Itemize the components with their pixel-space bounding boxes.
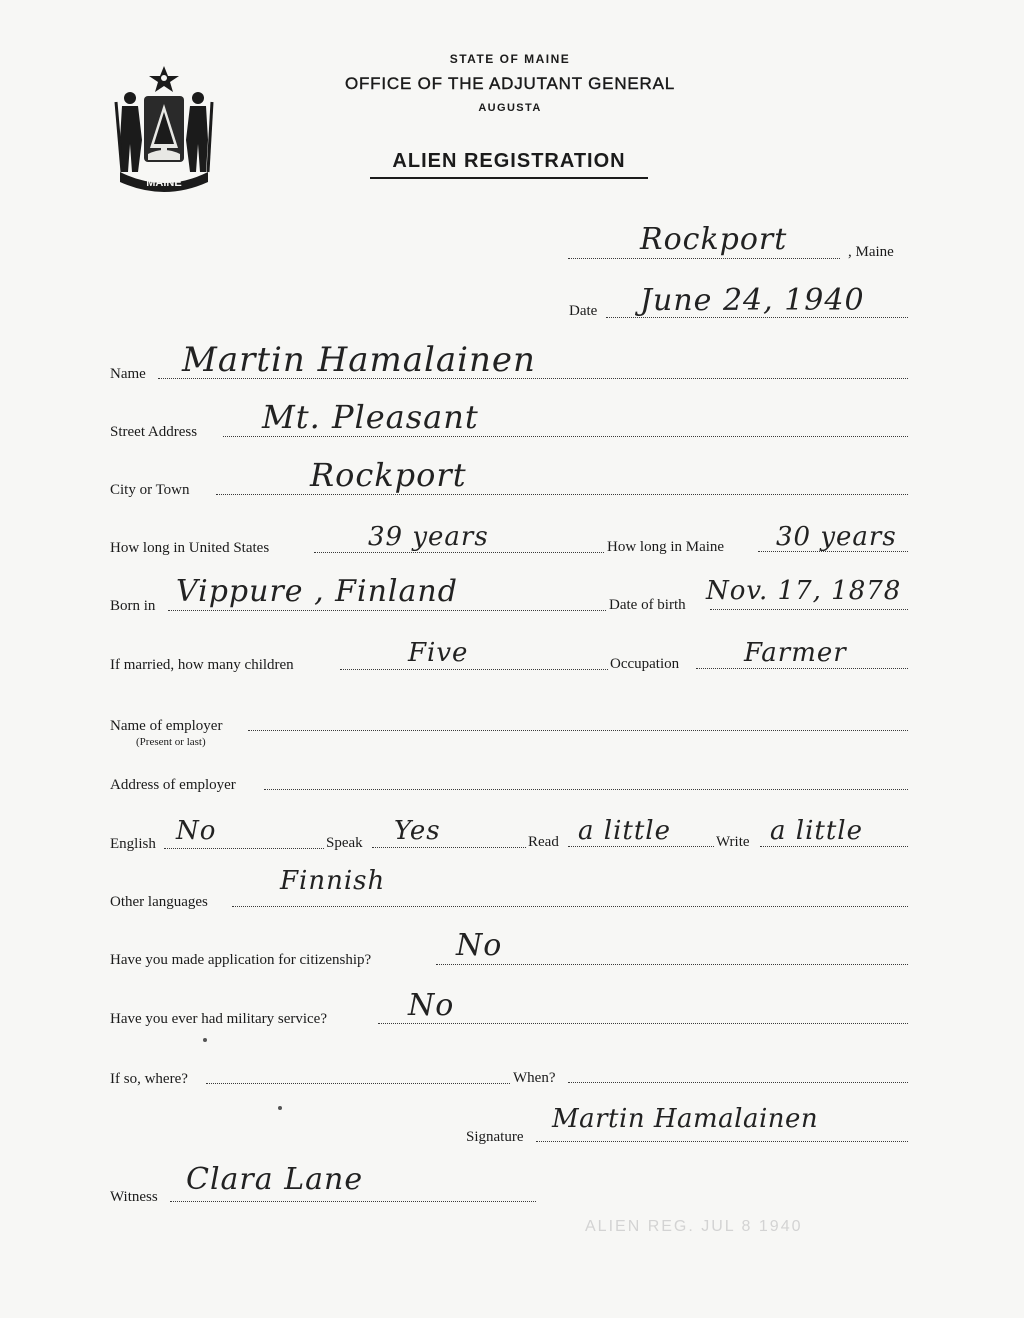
born-label: Born in: [110, 598, 156, 614]
street-line: [223, 436, 908, 437]
children-line: [340, 669, 608, 670]
occupation-value: Farmer: [744, 638, 847, 668]
citizenship-label: Have you made application for citizenship?: [110, 952, 372, 968]
city-line: [216, 494, 908, 495]
header-city: AUGUSTA: [478, 102, 542, 114]
name-value: Martin Hamalainen: [182, 340, 536, 380]
dob-value: Nov. 17, 1878: [706, 576, 902, 606]
read-line: [568, 846, 714, 847]
dob-line: [710, 609, 908, 610]
where-label: If so, where?: [110, 1071, 188, 1087]
military-line: [378, 1023, 908, 1024]
english-line: [164, 848, 324, 849]
ink-speck: [278, 1106, 282, 1110]
signature-value: Martin Hamalainen: [552, 1104, 819, 1134]
children-value: Five: [408, 638, 469, 668]
children-label: If married, how many children: [110, 657, 294, 673]
us-duration-label: How long in United States: [110, 540, 270, 556]
write-label: Write: [716, 834, 750, 850]
read-value: a little: [578, 816, 671, 846]
employer-label: Name of employer: [110, 718, 223, 734]
where-line: [206, 1083, 510, 1084]
maine-state-seal-icon: [112, 62, 216, 194]
svg-text:MAINE: MAINE: [146, 177, 182, 189]
town-line: [568, 258, 840, 259]
maine-duration-label: How long in Maine: [607, 539, 725, 555]
occupation-label: Occupation: [610, 656, 680, 672]
signature-line: [536, 1141, 908, 1142]
city-value: Rockport: [310, 456, 467, 494]
dob-label: Date of birth: [609, 597, 686, 613]
witness-line: [170, 1201, 536, 1202]
employer-address-label: Address of employer: [110, 777, 236, 793]
military-value: No: [408, 988, 455, 1023]
other-languages-label: Other languages: [110, 894, 208, 910]
write-value: a little: [770, 816, 863, 846]
write-line: [760, 846, 908, 847]
town-value: Rockport: [640, 222, 788, 257]
born-line: [168, 610, 606, 611]
street-value: Mt. Pleasant: [262, 398, 479, 436]
street-label: Street Address: [110, 424, 198, 440]
date-value: June 24, 1940: [640, 283, 865, 318]
other-languages-line: [232, 906, 908, 907]
when-line: [568, 1082, 908, 1083]
form-title: ALIEN REGISTRATION: [370, 150, 648, 179]
witness-label: Witness: [110, 1189, 158, 1205]
english-value: No: [176, 816, 217, 846]
ink-speck: [203, 1038, 207, 1042]
city-label: City or Town: [110, 482, 190, 498]
citizenship-line: [436, 964, 908, 965]
english-label: English: [110, 836, 156, 852]
name-label: Name: [110, 366, 146, 382]
us-duration-line: [314, 552, 604, 553]
header-office: OFFICE OF THE ADJUTANT GENERAL: [344, 74, 676, 93]
military-label: Have you ever had military service?: [110, 1011, 327, 1027]
occupation-line: [696, 668, 908, 669]
header-state: STATE OF MAINE: [449, 52, 571, 66]
when-label: When?: [513, 1070, 556, 1086]
speak-label: Speak: [326, 835, 363, 851]
town-suffix: , Maine: [848, 244, 894, 260]
speak-value: Yes: [394, 816, 441, 846]
us-duration-value: 39 years: [368, 522, 489, 552]
speak-line: [372, 847, 526, 848]
signature-label: Signature: [466, 1129, 524, 1145]
read-label: Read: [528, 834, 559, 850]
received-stamp: ALIEN REG. JUL 8 1940: [585, 1218, 803, 1235]
other-languages-value: Finnish: [280, 866, 386, 896]
employer-address-line: [264, 789, 908, 790]
employer-line: [248, 730, 908, 731]
employer-sublabel: (Present or last): [136, 736, 206, 748]
born-value: Vippure , Finland: [176, 574, 458, 609]
citizenship-value: No: [456, 928, 503, 963]
date-label: Date: [569, 303, 598, 319]
witness-value: Clara Lane: [186, 1162, 364, 1197]
maine-duration-value: 30 years: [776, 522, 897, 552]
